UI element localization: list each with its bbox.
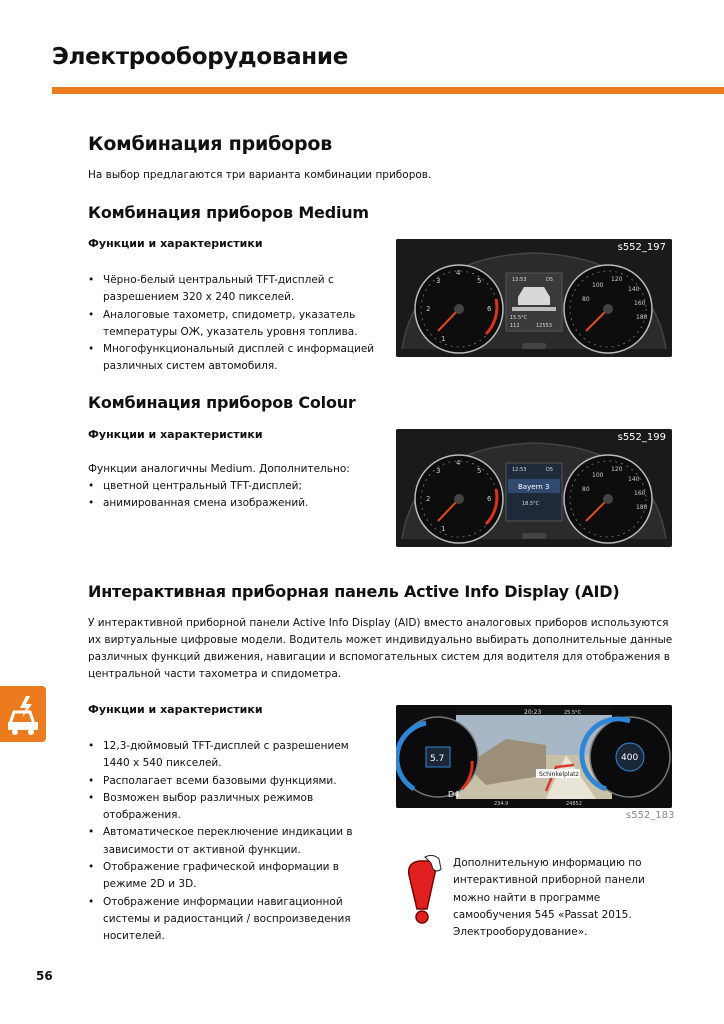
cluster-trip: 112 xyxy=(510,323,520,329)
cluster-odometer: 12553 xyxy=(536,323,552,329)
page-number: 56 xyxy=(36,969,53,983)
colour-features-heading: Функции и характеристики xyxy=(88,428,263,441)
cluster-gear: D5 xyxy=(546,467,554,473)
svg-text:2: 2 xyxy=(426,305,431,313)
svg-text:160: 160 xyxy=(634,300,646,307)
aid-bullet-list xyxy=(88,738,378,946)
section-title: Комбинация приборов xyxy=(88,133,333,155)
svg-text:6: 6 xyxy=(487,305,492,313)
svg-text:140: 140 xyxy=(628,286,640,293)
colour-bullet-list xyxy=(88,478,378,513)
cluster-station: Bayern 3 xyxy=(518,483,550,491)
svg-text:120: 120 xyxy=(611,466,623,473)
chapter-tab xyxy=(0,686,46,742)
cluster-time: 12:53 xyxy=(512,467,527,473)
info-note-figure xyxy=(403,853,445,925)
cluster-time: 13:53 xyxy=(512,277,527,283)
list-item: • Чёрно-белый центральный TFT-дисплей с разрешением 320 x 240 пикселей. xyxy=(88,272,378,307)
colour-intro: Функции аналогичны Medium. Дополнительно: xyxy=(88,463,350,475)
aid-description: У интерактивной приборной панели Active Info Display (AID) вместо аналоговых приборов используются их виртуальные цифровые модели. Водитель может индивидуально выбирать дополнительные данные различных функций движения, навигации и вспомогательных систем для водителя для отображения в центральной части тахометра и спидометра. xyxy=(88,617,673,680)
svg-text:3: 3 xyxy=(436,467,441,475)
medium-cluster-figure xyxy=(396,239,672,357)
svg-text:4: 4 xyxy=(456,269,461,277)
section-intro: На выбор предлагаются три варианта комбинации приборов. xyxy=(88,169,432,181)
svg-text:1: 1 xyxy=(441,335,446,343)
svg-text:180: 180 xyxy=(636,504,648,511)
list-item: • 12,3-дюймовый TFT-дисплей с разрешением 1440 x 540 пикселей. xyxy=(88,738,378,773)
medium-features-heading: Функции и характеристики xyxy=(88,237,263,250)
list-item: • Многофункциональный дисплей с информацией различных систем автомобиля. xyxy=(88,341,378,376)
chapter-title: Электрооборудование xyxy=(52,44,349,70)
instrument-cluster-image xyxy=(396,239,672,357)
svg-text:160: 160 xyxy=(634,490,646,497)
cluster-temp: 18.5°C xyxy=(522,501,540,507)
svg-text:1: 1 xyxy=(441,525,446,533)
list-item: • цветной центральный TFT-дисплей; xyxy=(88,478,378,495)
figure-caption: s552_183 xyxy=(626,810,675,821)
figure-label: s552_197 xyxy=(617,242,666,253)
aid-time: 20:23 xyxy=(524,709,542,716)
aid-temp: 25.5°C xyxy=(564,710,582,716)
svg-text:2: 2 xyxy=(426,495,431,503)
list-item: • Отображение информации навигационной системы и радиостанций / воспроизведения носителей. xyxy=(88,894,378,946)
svg-text:80: 80 xyxy=(582,486,590,493)
svg-text:100: 100 xyxy=(592,282,604,289)
aid-left-value: 5.7 xyxy=(430,754,445,764)
instrument-cluster-image xyxy=(396,429,672,547)
aid-right-value: 400 xyxy=(621,753,639,763)
aid-gear: D4 xyxy=(448,790,460,799)
list-item: • анимированная смена изображений. xyxy=(88,495,378,512)
svg-text:180: 180 xyxy=(636,314,648,321)
cluster-temp: 15.5°C xyxy=(510,315,528,321)
electrical-car-icon xyxy=(0,686,46,742)
list-item: • Отображение графической информации в режиме 2D и 3D. xyxy=(88,859,378,894)
svg-text:4: 4 xyxy=(456,459,461,467)
svg-text:6: 6 xyxy=(487,495,492,503)
medium-title: Комбинация приборов Medium xyxy=(88,203,369,222)
svg-text:120: 120 xyxy=(611,276,623,283)
aid-street-label: Schinkelplatz xyxy=(539,771,579,778)
aid-title: Интерактивная приборная панель Active Info Display (AID) xyxy=(88,582,620,601)
svg-text:5: 5 xyxy=(477,467,482,475)
info-note-text: Дополнительную информацию по интерактивной приборной панели можно найти в программе самообучения 545 «Passat 2015. Электрооборудование». xyxy=(453,857,645,939)
svg-text:100: 100 xyxy=(592,472,604,479)
svg-text:80: 80 xyxy=(582,296,590,303)
exclamation-hand-icon xyxy=(403,853,445,925)
list-item: • Автоматическое переключение индикации в зависимости от активной функции. xyxy=(88,824,378,859)
list-item: • Аналоговые тахометр, спидометр, указатель температуры ОЖ, указатель уровня топлива. xyxy=(88,307,378,342)
colour-cluster-figure xyxy=(396,429,672,547)
header-rule xyxy=(52,87,724,94)
aid-features-heading: Функции и характеристики xyxy=(88,703,263,716)
colour-title: Комбинация приборов Colour xyxy=(88,393,356,412)
list-item: • Возможен выбор различных режимов отображения. xyxy=(88,790,378,825)
aid-trip: 234.9 xyxy=(494,801,509,807)
svg-text:140: 140 xyxy=(628,476,640,483)
aid-display-figure xyxy=(396,705,672,808)
svg-text:5: 5 xyxy=(477,277,482,285)
svg-text:3: 3 xyxy=(436,277,441,285)
figure-label: s552_199 xyxy=(617,432,666,443)
medium-bullet-list xyxy=(88,272,378,376)
active-info-display-image xyxy=(396,705,672,808)
aid-odometer: 24852 xyxy=(566,801,582,807)
cluster-gear: D5 xyxy=(546,277,554,283)
list-item: • Располагает всеми базовыми функциями. xyxy=(88,773,378,790)
